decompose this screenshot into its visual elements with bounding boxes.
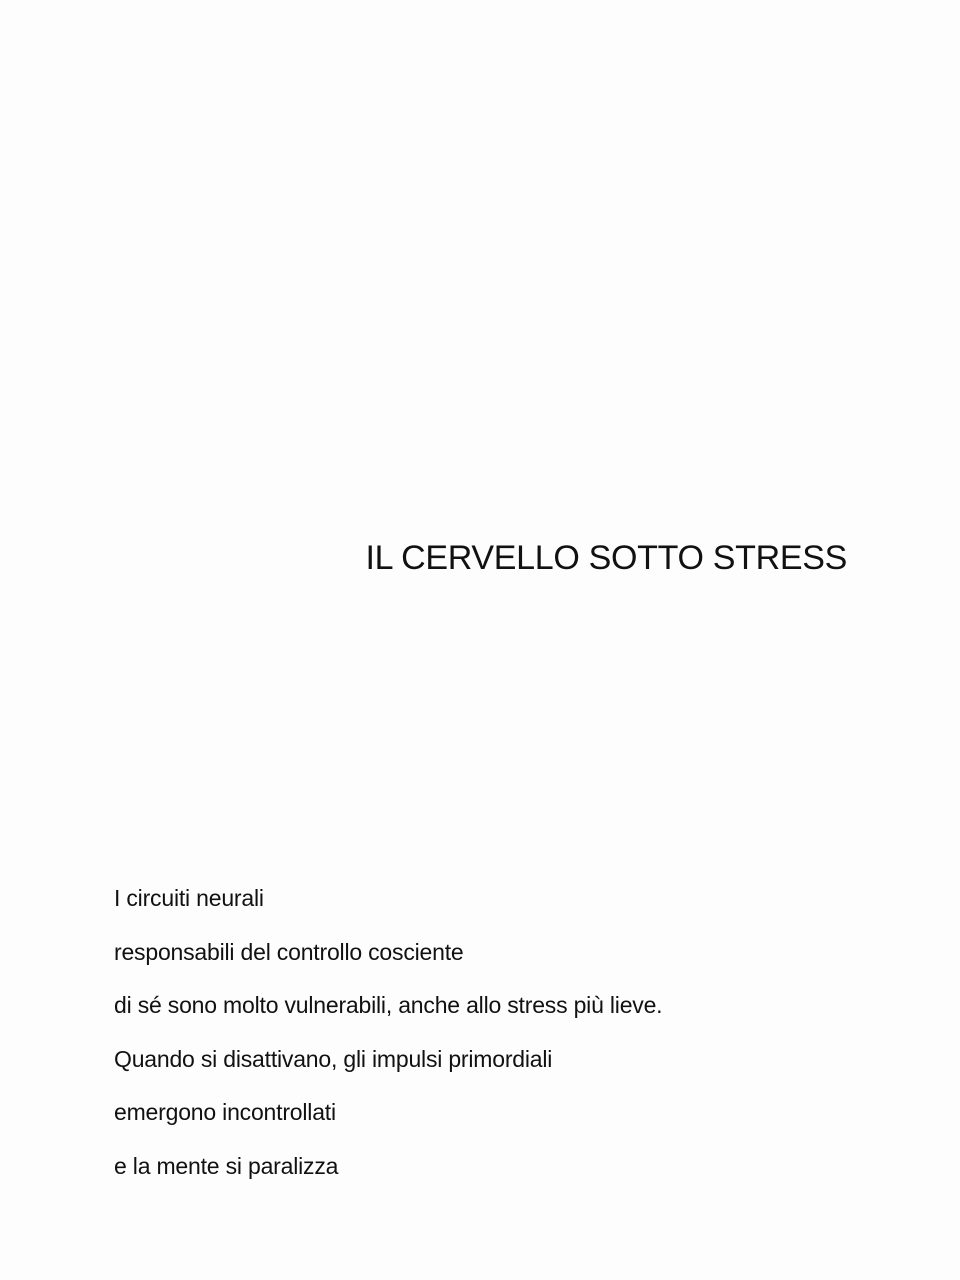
poem-text-block xyxy=(114,881,662,1203)
text-line: e la mente si paralizza xyxy=(114,1152,339,1179)
text-line: di sé sono molto vulnerabili, anche allo stress più lieve. xyxy=(114,992,663,1019)
text-line: I circuiti neurali xyxy=(114,885,264,911)
page-title: IL CERVELLO SOTTO STRESS xyxy=(365,539,847,577)
text-line: responsabili del controllo cosciente xyxy=(114,938,464,965)
text-line: Quando si disattivano, gli impulsi primordiali xyxy=(114,1045,553,1072)
text-line: emergono incontrollati xyxy=(114,1099,336,1126)
